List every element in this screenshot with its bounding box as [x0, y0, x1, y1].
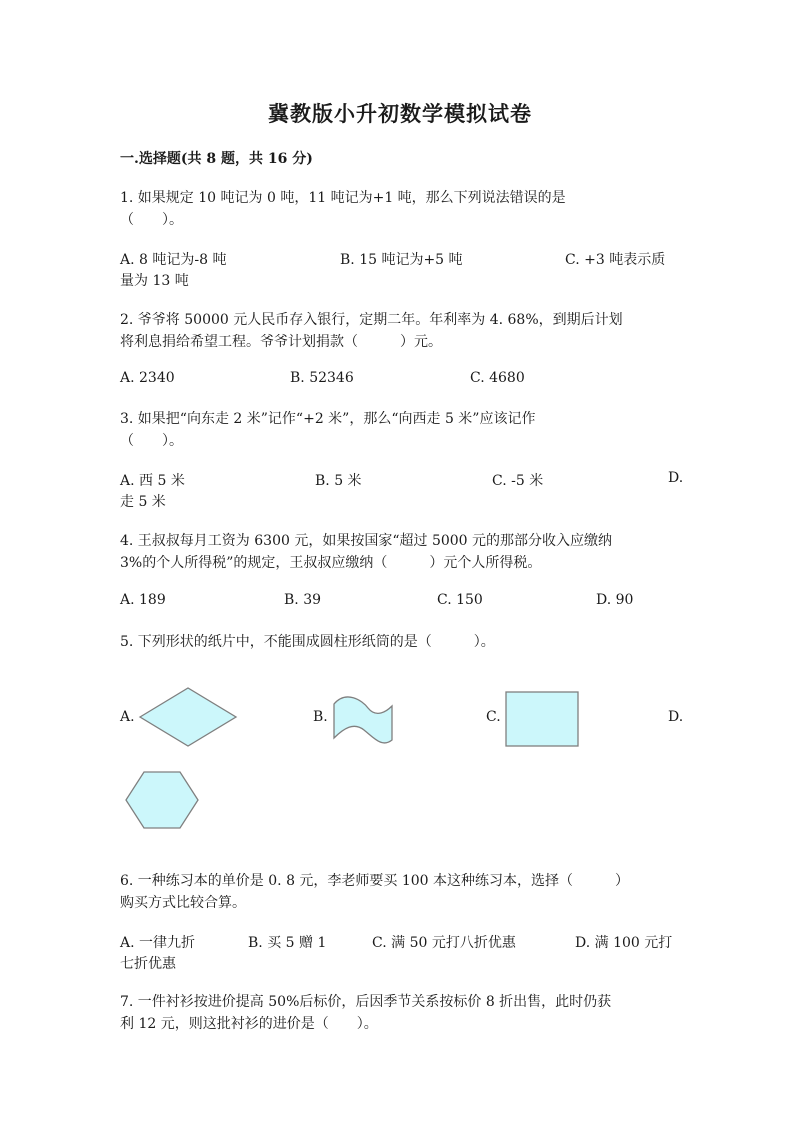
question-line: 3. 如果把“向东走 2 米”记作“+2 米”，那么“向西走 5 米”应该记作 [120, 411, 536, 427]
q6-option-d-continued: 七折优惠 [120, 956, 176, 972]
q4-option-d[interactable]: D. 90 [596, 592, 634, 608]
q6-option-d[interactable]: D. 满 100 元打 [575, 935, 673, 951]
q4-option-a[interactable]: A. 189 [120, 592, 166, 608]
question-line: 购买方式比较合算。 [120, 895, 246, 911]
section-heading: 一.选择题(共 8 题，共 16 分) [120, 151, 313, 167]
wavy-paper-path [334, 697, 392, 743]
q6-option-a[interactable]: A. 一律九折 [120, 935, 196, 951]
q6-option-c[interactable]: C. 满 50 元打八折优惠 [372, 935, 516, 951]
q3-option-a[interactable]: A. 西 5 米 [120, 473, 185, 489]
q1-option-c[interactable]: C. +3 吨表示质 [565, 252, 666, 268]
q2-option-a[interactable]: A. 2340 [120, 370, 175, 386]
rhombus-shape[interactable] [138, 686, 238, 748]
q3-option-c[interactable]: C. -5 米 [492, 473, 544, 489]
q5-option-d[interactable]: D. [668, 709, 684, 725]
question-line: 1. 如果规定 10 吨记为 0 吨，11 吨记为+1 吨，那么下列说法错误的是 [120, 190, 566, 206]
question-4 [120, 530, 612, 574]
q2-option-b[interactable]: B. 52346 [290, 370, 354, 386]
question-line: 将利息捐给希望工程。爷爷计划捐款（ ）元。 [120, 334, 442, 350]
question-line: 7. 一件衬衫按进价提高 50%后标价，后因季节关系按标价 8 折出售，此时仍获 [120, 994, 612, 1010]
q6-option-b[interactable]: B. 买 5 赠 1 [248, 935, 327, 951]
question-7 [120, 991, 611, 1035]
q4-option-c[interactable]: C. 150 [437, 592, 483, 608]
q3-option-d[interactable]: D. [668, 470, 684, 486]
rectangle-shape[interactable] [504, 690, 580, 748]
question-line: （ ）。 [120, 212, 183, 228]
q5-option-b[interactable]: B. [313, 709, 328, 725]
rhombus-polygon [140, 688, 236, 746]
wavy-paper-shape[interactable] [330, 694, 396, 746]
q3-option-b[interactable]: B. 5 米 [315, 473, 362, 489]
question-line: 6. 一种练习本的单价是 0. 8 元，李老师要买 100 本这种练习本，选择（ ） [120, 873, 630, 889]
rectangle-rect [506, 692, 578, 746]
question-line: 利 12 元，则这批衬衫的进价是（ ）。 [120, 1016, 378, 1032]
hexagon-shape[interactable] [124, 770, 200, 830]
q4-option-b[interactable]: B. 39 [284, 592, 322, 608]
q3-option-d-continued: 走 5 米 [120, 494, 166, 510]
question-3 [120, 408, 535, 452]
q1-option-b[interactable]: B. 15 吨记为+5 吨 [340, 252, 463, 268]
question-line: （ ）。 [120, 433, 183, 449]
q1-option-c-continued: 量为 13 吨 [120, 273, 189, 289]
question-line: 2. 爷爷将 50000 元人民币存入银行，定期二年。年利率为 4. 68%，到期后计划 [120, 312, 623, 328]
q5-option-a[interactable]: A. [120, 709, 135, 725]
question-2 [120, 309, 623, 353]
question-line: 3%的个人所得税”的规定，王叔叔应缴纳（ ）元个人所得税。 [120, 555, 542, 571]
q5-option-c[interactable]: C. [486, 709, 501, 725]
hexagon-polygon [126, 772, 198, 828]
question-line: 5. 下列形状的纸片中，不能围成圆柱形纸筒的是（ ）。 [120, 634, 495, 650]
question-1 [120, 187, 566, 231]
page-title: 冀教版小升初数学模拟试卷 [268, 101, 532, 126]
question-5 [120, 631, 495, 653]
question-6 [120, 870, 629, 914]
question-line: 4. 王叔叔每月工资为 6300 元，如果按国家“超过 5000 元的那部分收入应缴纳 [120, 533, 613, 549]
q1-option-a[interactable]: A. 8 吨记为-8 吨 [120, 252, 227, 268]
q2-option-c[interactable]: C. 4680 [470, 370, 525, 386]
